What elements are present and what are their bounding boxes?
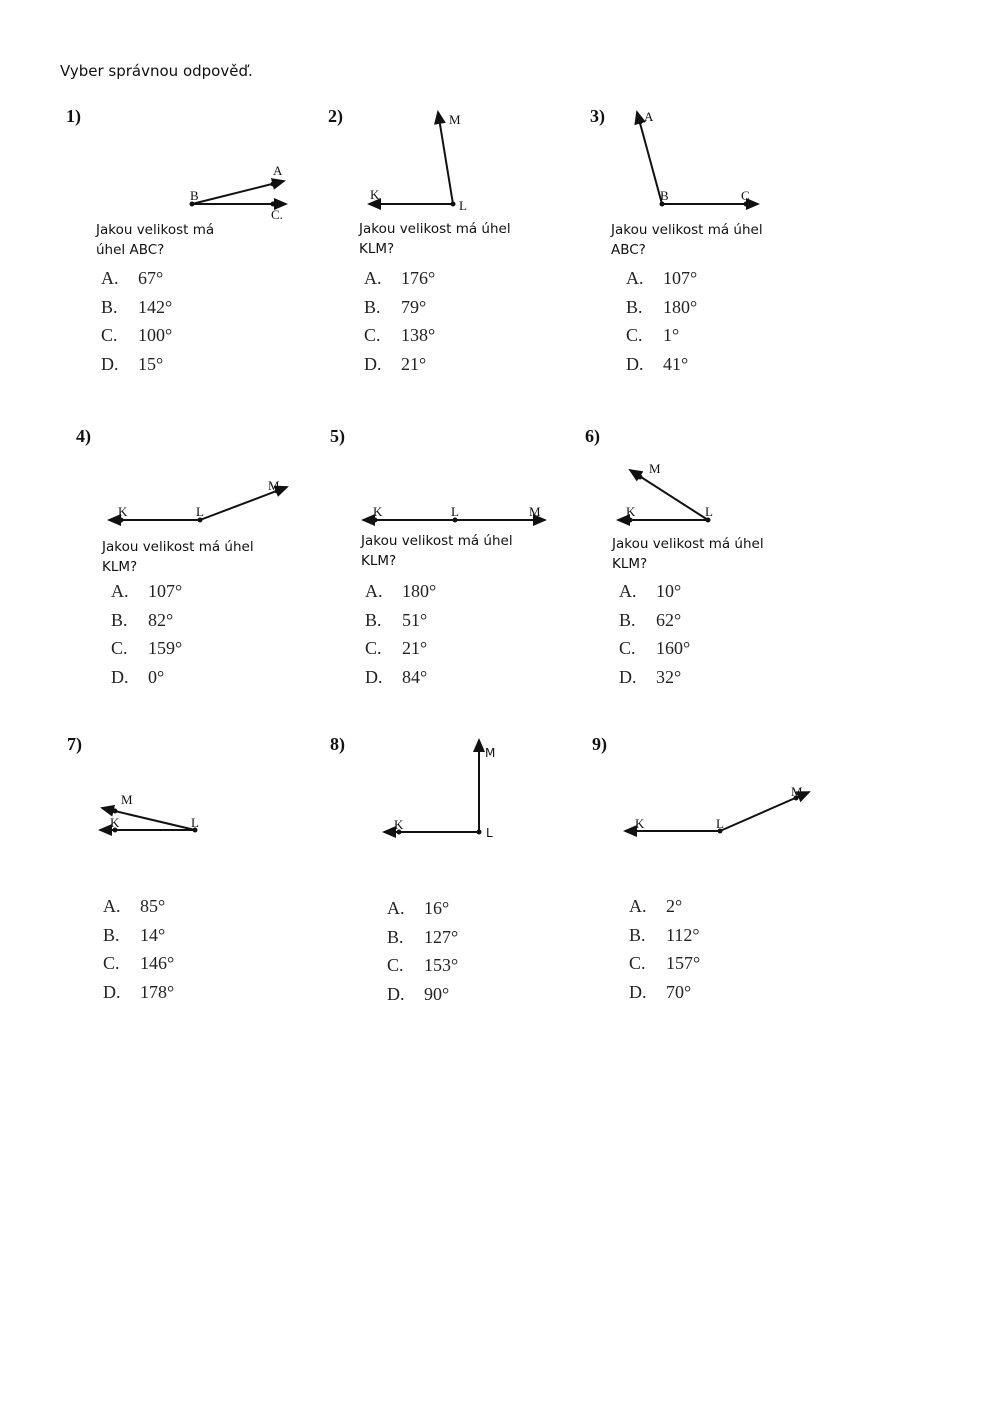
point-label: L: [459, 198, 467, 213]
answer-option[interactable]: B. 51°: [365, 609, 428, 630]
question-7-options: [103, 892, 174, 1006]
question-7-angle-diagram: [95, 790, 215, 840]
point-label: B: [190, 188, 199, 203]
answer-option[interactable]: A. 16°: [387, 898, 450, 918]
point-label: K: [110, 815, 120, 830]
answer-option[interactable]: A. 10°: [619, 581, 682, 601]
question-4-angle-diagram: [100, 470, 300, 530]
answer-option[interactable]: C. 138°: [364, 325, 436, 345]
point-label: M: [485, 746, 496, 760]
point-label: M: [449, 112, 461, 127]
question-9-options: [629, 892, 700, 1006]
answer-option[interactable]: D. 0°: [111, 666, 165, 687]
point-label: K: [370, 187, 380, 202]
answer-option[interactable]: D. 70°: [629, 981, 692, 1002]
question-4-prompt: Jakou velikost má úhel KLM?: [102, 539, 254, 575]
point-label: L: [451, 504, 459, 519]
question-6-angle-diagram: [610, 455, 730, 530]
question-1-options: [101, 264, 172, 378]
answer-option[interactable]: C. 160°: [619, 638, 691, 658]
point-label: K: [394, 817, 404, 832]
answer-option[interactable]: D. 178°: [103, 981, 175, 1002]
answer-option[interactable]: A. 2°: [629, 896, 683, 916]
answer-option[interactable]: A. 107°: [626, 268, 698, 288]
question-6-options: [619, 577, 690, 691]
point-label: C.: [271, 207, 283, 222]
point-label: A: [273, 163, 283, 178]
answer-option[interactable]: B. 62°: [619, 609, 682, 630]
question-8-options: [387, 894, 458, 1008]
question-4-number: 4): [76, 426, 91, 446]
answer-option[interactable]: C. 100°: [101, 325, 173, 345]
question-2-angle-diagram: [355, 100, 485, 220]
answer-option[interactable]: A. 67°: [101, 268, 164, 288]
question-2-options: [364, 264, 435, 378]
answer-option[interactable]: C. 153°: [387, 955, 459, 975]
answer-option[interactable]: B. 112°: [629, 924, 700, 945]
question-5-number: 5): [330, 426, 345, 446]
answer-option[interactable]: D. 32°: [619, 666, 682, 687]
answer-option[interactable]: C. 146°: [103, 953, 175, 973]
answer-option[interactable]: D. 90°: [387, 983, 450, 1004]
answer-option[interactable]: C. 159°: [111, 638, 183, 658]
question-3-prompt: Jakou velikost má úhel ABC?: [611, 222, 763, 258]
question-6-number: 6): [585, 426, 600, 446]
answer-option[interactable]: B. 127°: [387, 926, 459, 947]
answer-option[interactable]: B. 82°: [111, 609, 174, 630]
question-3-options: [626, 264, 697, 378]
answer-option[interactable]: B. 14°: [103, 924, 166, 945]
answer-option[interactable]: A. 180°: [365, 581, 437, 601]
answer-option[interactable]: A. 107°: [111, 581, 183, 601]
point-label: B: [660, 188, 669, 203]
question-6-prompt: Jakou velikost má úhel KLM?: [612, 536, 764, 572]
question-9-number: 9): [592, 734, 607, 754]
point-label: A: [644, 109, 654, 124]
answer-option[interactable]: D. 84°: [365, 666, 428, 687]
question-8-angle-diagram: [375, 730, 515, 845]
answer-option[interactable]: C. 157°: [629, 953, 701, 973]
point-label: K: [118, 504, 128, 519]
point-label: C: [741, 188, 750, 203]
answer-option[interactable]: A. 176°: [364, 268, 436, 288]
answer-option[interactable]: D. 41°: [626, 353, 689, 374]
question-5-prompt: Jakou velikost má úhel KLM?: [361, 533, 513, 569]
answer-option[interactable]: C. 1°: [626, 325, 680, 345]
question-8-number: 8): [330, 734, 345, 754]
point-label: L: [705, 504, 713, 519]
answer-option[interactable]: A. 85°: [103, 896, 166, 916]
point-label: M: [791, 784, 803, 799]
answer-option[interactable]: B. 180°: [626, 296, 698, 317]
point-label: M: [268, 478, 280, 493]
question-7-number: 7): [67, 734, 82, 754]
question-3-angle-diagram: [620, 100, 770, 220]
answer-option[interactable]: C. 21°: [365, 638, 428, 658]
point-label: M: [121, 792, 133, 807]
point-label: M: [649, 461, 661, 476]
answer-option[interactable]: B. 142°: [101, 296, 173, 317]
question-2-number: 2): [328, 106, 343, 126]
question-1-number: 1): [66, 106, 81, 126]
point-label: L: [486, 826, 493, 840]
answer-option[interactable]: B. 79°: [364, 296, 427, 317]
answer-option[interactable]: D. 15°: [101, 353, 164, 374]
point-label: K: [626, 504, 636, 519]
question-5-angle-diagram: [355, 490, 555, 530]
question-1-prompt: Jakou velikost má úhel ABC?: [96, 222, 215, 258]
question-5-options: [365, 577, 436, 691]
question-3-number: 3): [590, 106, 605, 126]
point-label: L: [191, 815, 199, 830]
answer-option[interactable]: D. 21°: [364, 353, 427, 374]
page-instruction: Vyber správnou odpověď.: [60, 62, 253, 80]
point-label: K: [373, 504, 383, 519]
question-2-prompt: Jakou velikost má úhel KLM?: [359, 221, 511, 257]
point-label: K: [635, 816, 645, 831]
question-9-angle-diagram: [620, 780, 820, 840]
point-label: M: [529, 504, 541, 519]
point-label: L: [716, 816, 724, 831]
question-4-options: [111, 577, 182, 691]
point-label: L: [196, 504, 204, 519]
